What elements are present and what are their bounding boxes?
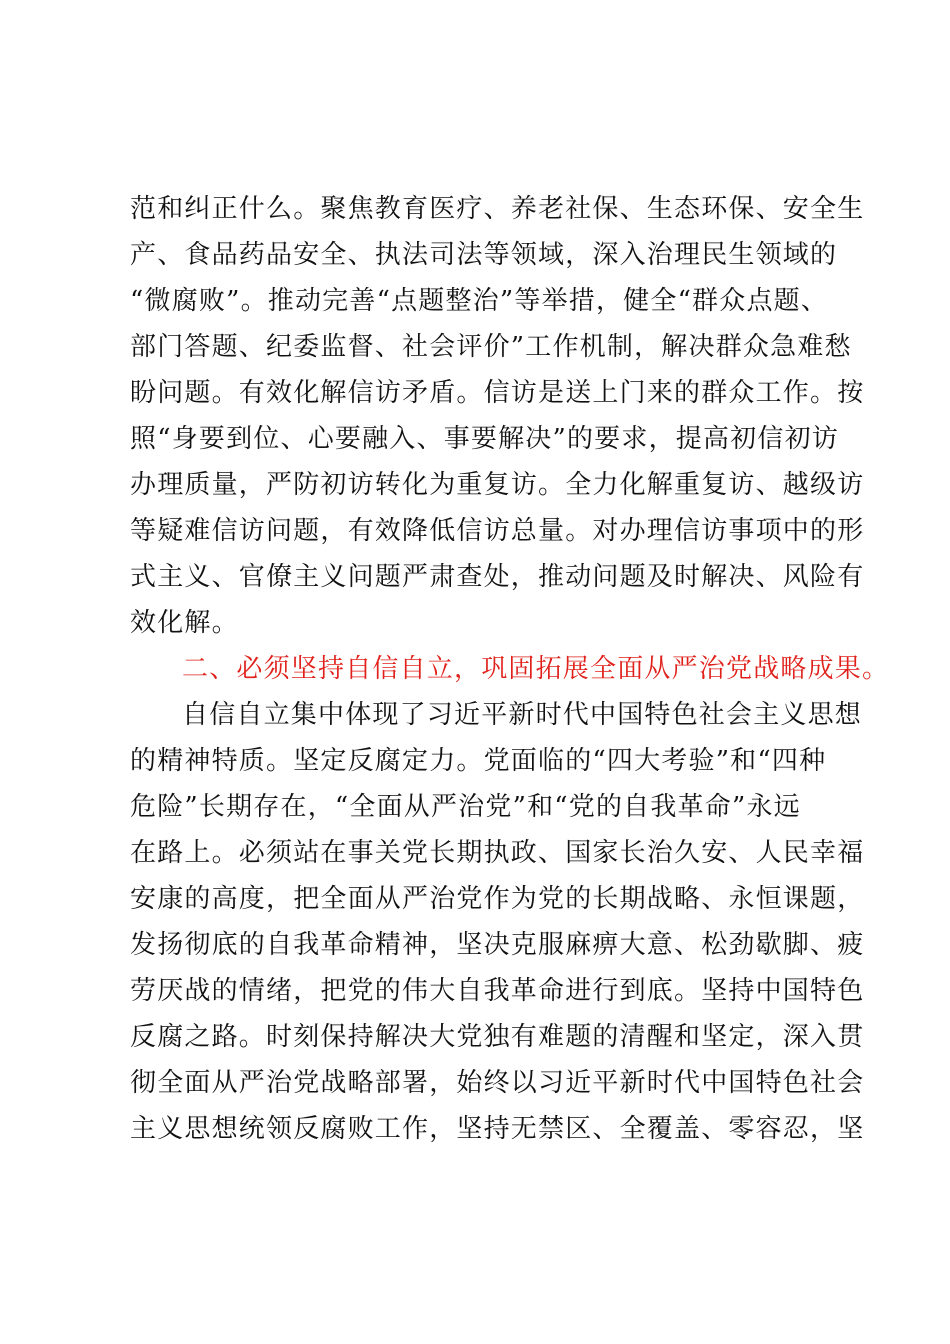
paragraph-line-8: 等疑难信访问题，有效降低信访总量。对办理信访事项中的形	[130, 516, 865, 546]
paragraph-line-10: 效化解。	[130, 608, 239, 638]
paragraph-line-4: 部门答题、纪委监督、社会评价”工作机制，解决群众急难愁	[130, 332, 852, 362]
paragraph-line-13: 的精神特质。坚定反腐定力。党面临的“四大考验”和“四种	[130, 746, 827, 776]
section-heading: 二、必须坚持自信自立，巩固拓展全面从严治党战略成果。	[182, 654, 890, 684]
paragraph-line-7: 办理质量，严防初访转化为重复访。全力化解重复访、越级访	[130, 470, 865, 500]
paragraph-line-3: “微腐败”。推动完善“点题整治”等举措，健全“群众点题、	[130, 286, 829, 316]
paragraph-line-6: 照“身要到位、心要融入、事要解决”的要求，提高初信初访	[130, 424, 839, 454]
paragraph-line-19: 反腐之路。时刻保持解决大党独有难题的清醒和坚定，深入贯	[130, 1022, 865, 1052]
paragraph-line-14: 危险”长期存在，“全面从严治党”和“党的自我革命”永远	[130, 792, 801, 822]
paragraph-line-17: 发扬彻底的自我革命精神，坚决克服麻痹大意、松劲歇脚、疲	[130, 930, 865, 960]
paragraph-line-18: 劳厌战的情绪，把党的伟大自我革命进行到底。坚持中国特色	[130, 976, 865, 1006]
paragraph-line-1: 范和纠正什么。聚焦教育医疗、养老社保、生态环保、安全生	[130, 194, 865, 224]
paragraph-line-2: 产、食品药品安全、执法司法等领域，深入治理民生领域的	[130, 240, 838, 270]
paragraph-line-16: 安康的高度，把全面从严治党作为党的长期战略、永恒课题，	[130, 884, 865, 914]
paragraph-line-20: 彻全面从严治党战略部署，始终以习近平新时代中国特色社会	[130, 1068, 865, 1098]
document-body	[130, 186, 890, 1152]
paragraph-line-9: 式主义、官僚主义问题严肃查处，推动问题及时解决、风险有	[130, 562, 865, 592]
paragraph-line-21: 主义思想统领反腐败工作，坚持无禁区、全覆盖、零容忍，坚	[130, 1114, 865, 1144]
paragraph-line-5: 盼问题。有效化解信访矛盾。信访是送上门来的群众工作。按	[130, 378, 865, 408]
paragraph-line-15: 在路上。必须站在事关党长期执政、国家长治久安、人民幸福	[130, 838, 865, 868]
paragraph-line-12: 自信自立集中体现了习近平新时代中国特色社会主义思想	[182, 700, 863, 730]
